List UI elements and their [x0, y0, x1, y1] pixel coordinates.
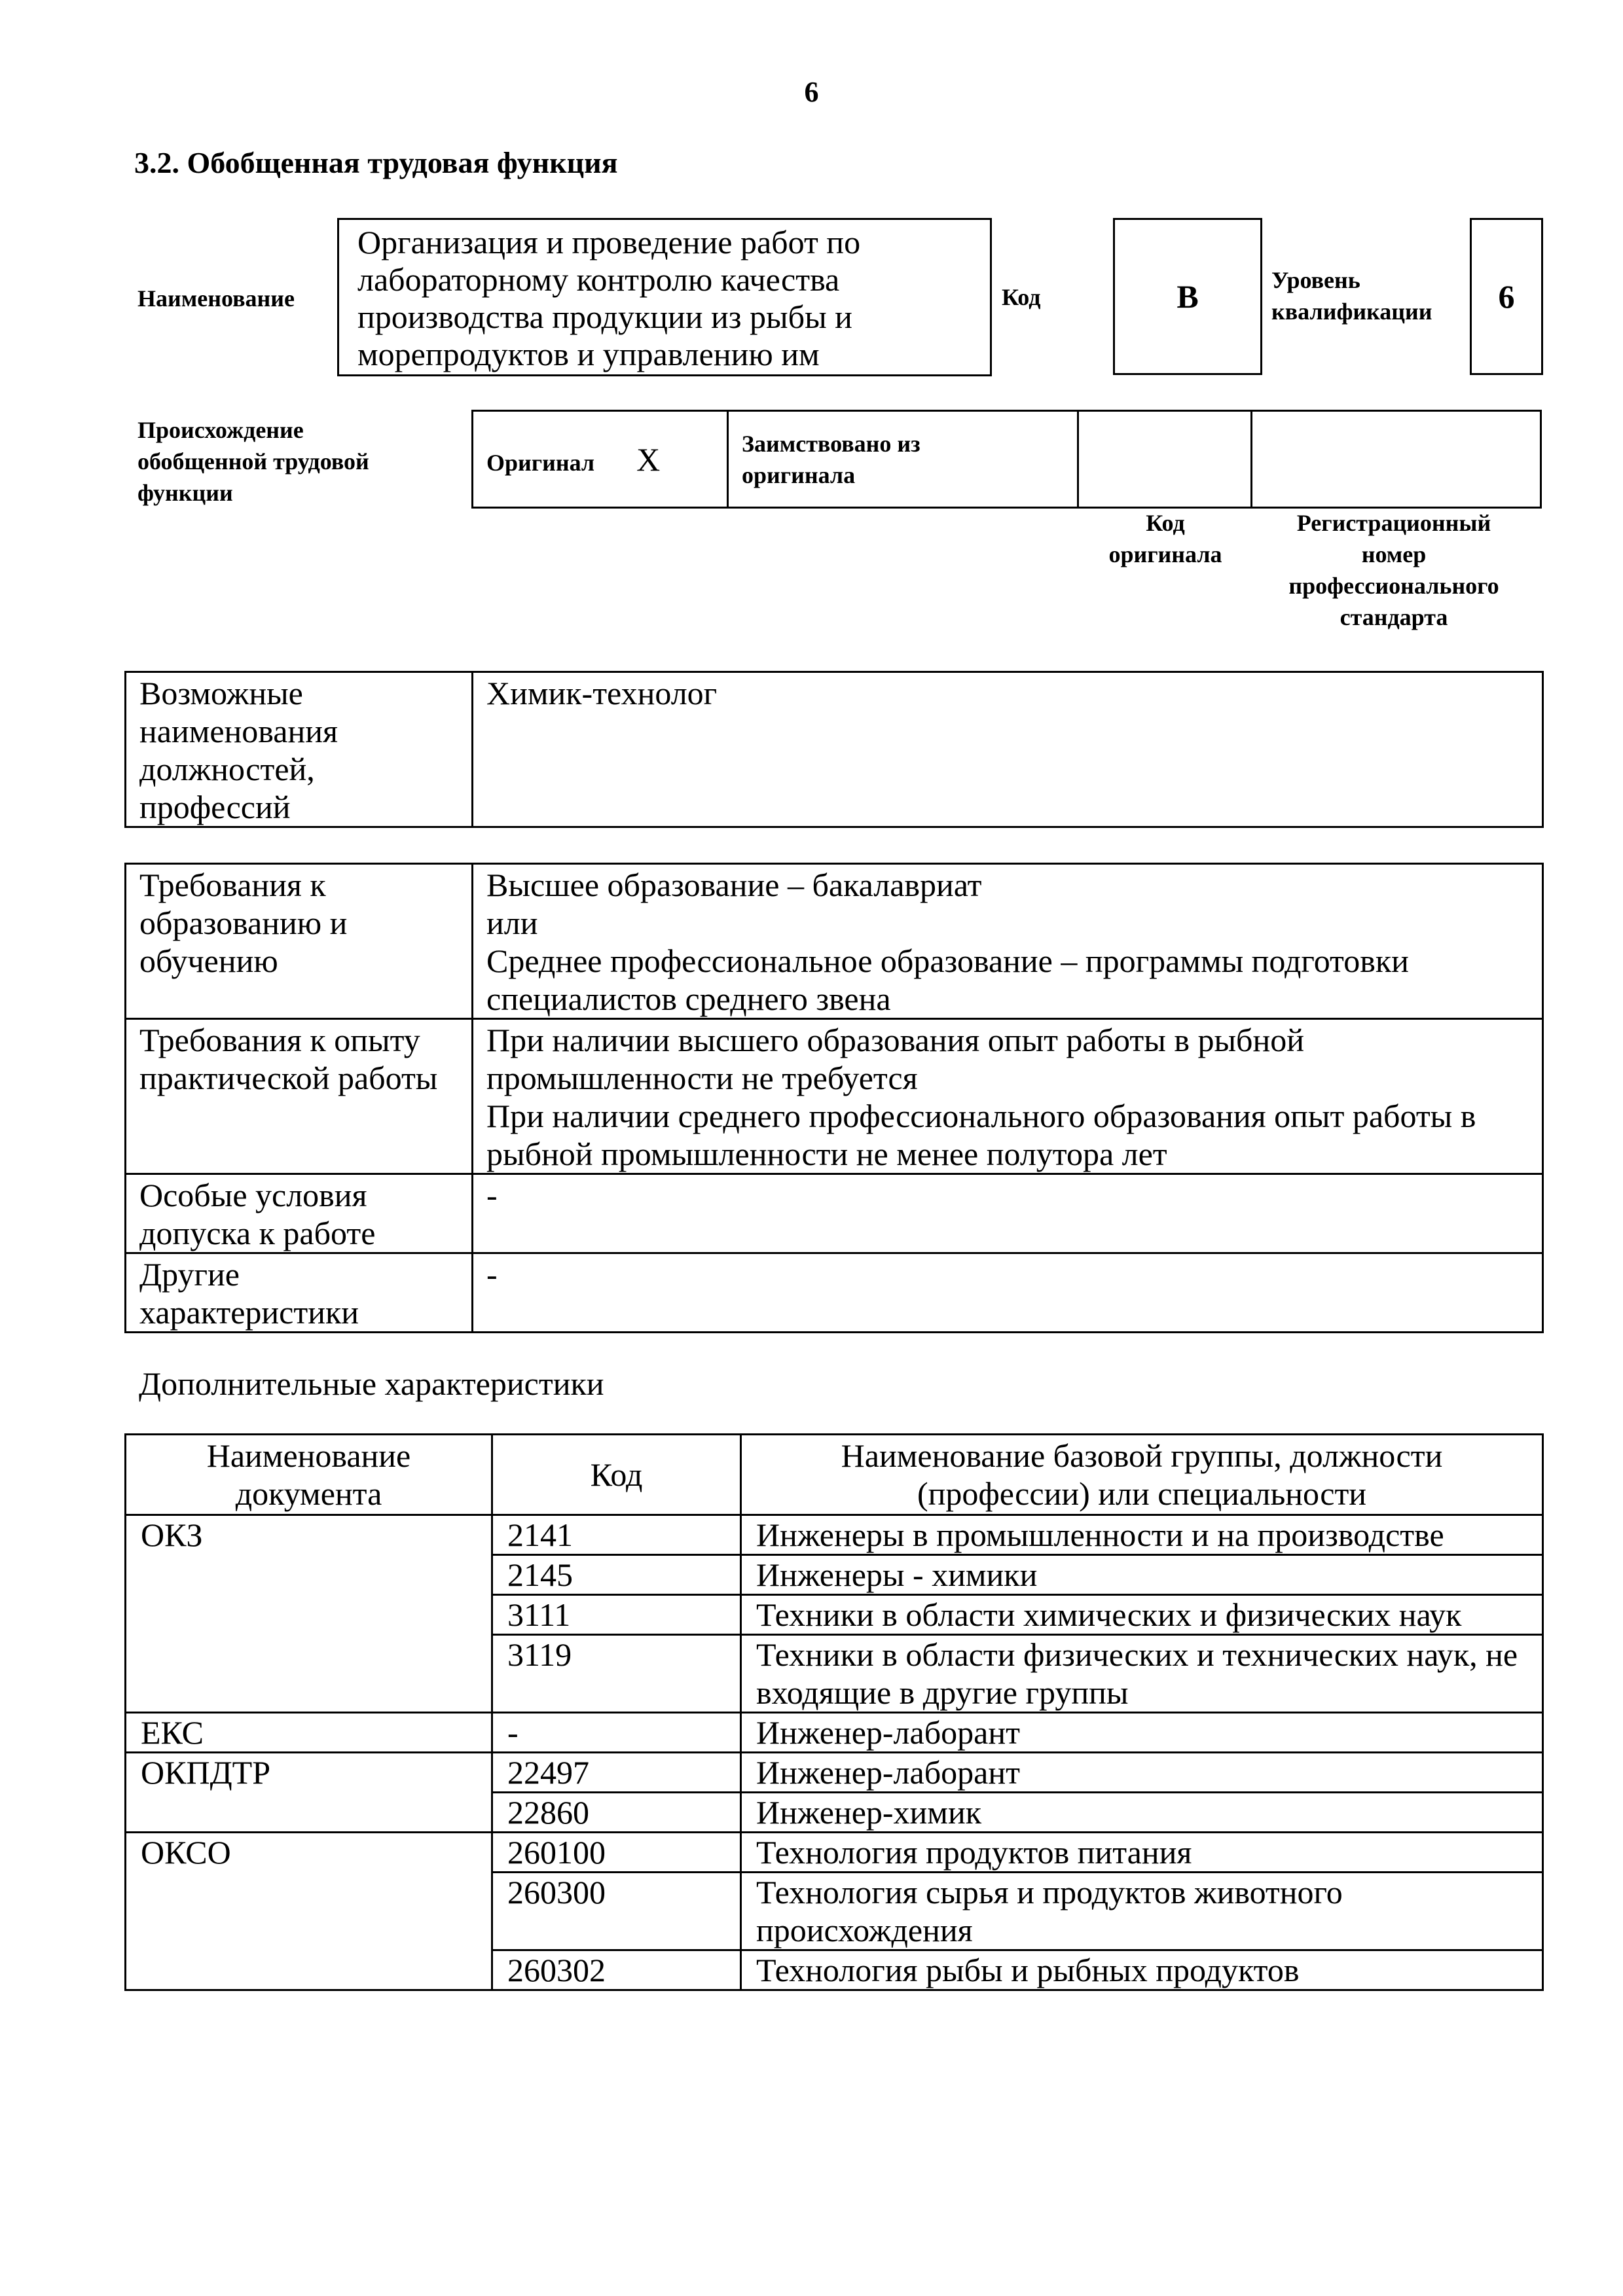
code-cell: 2145 [492, 1555, 741, 1595]
name-cell [741, 1833, 1543, 1873]
table-row [126, 1515, 1543, 1555]
code-value-box [1113, 218, 1262, 375]
requirement-label-line: Требования к опыту [139, 1022, 420, 1058]
function-name-line: производства продукции из рыбы и [357, 298, 852, 335]
header-line: документа [235, 1475, 382, 1512]
code-cell: 260300 [492, 1873, 741, 1950]
requirement-value-line: При наличии среднего профессионального образования опыт работы в [486, 1098, 1476, 1134]
name-label: Наименование [137, 285, 295, 312]
level-label-line: Уровень [1271, 267, 1360, 293]
original-code-cell [1078, 411, 1252, 508]
requirement-label-line: Другие [139, 1256, 240, 1293]
requirement-label [126, 1253, 473, 1333]
code-cell: 260302 [492, 1950, 741, 1990]
page-number: 6 [804, 76, 819, 108]
additional-table [124, 1433, 1544, 1991]
code-cell: 22497 [492, 1753, 741, 1793]
registration-number-cell [1252, 411, 1541, 508]
positions-table [124, 671, 1544, 828]
borrowed-label [742, 428, 1077, 491]
code-cell: 3111 [492, 1595, 741, 1635]
doc-cell: ОКЗ [126, 1515, 492, 1713]
requirement-value [473, 1253, 1543, 1333]
header-line: Наименование базовой группы, должности [841, 1437, 1443, 1474]
requirement-label-line: практической работы [139, 1060, 438, 1096]
requirement-value-line: Среднее профессиональное образование – программы подготовки [486, 942, 1409, 979]
code-cell: - [492, 1713, 741, 1753]
requirements-row [126, 1174, 1543, 1253]
origin-label [137, 414, 369, 509]
col-code-header: Код [492, 1435, 741, 1515]
code-caption [1077, 507, 1254, 570]
requirement-value-line: или [486, 905, 538, 941]
positions-label-line: Возможные [139, 675, 303, 711]
requirement-label-line: допуска к работе [139, 1215, 376, 1251]
requirements-table [124, 863, 1544, 1333]
name-line: Техники в области физических и технических наук, не [756, 1636, 1518, 1673]
borrowed-label-line: Заимствовано из [742, 430, 921, 457]
additional-header-row [126, 1435, 1543, 1515]
positions-label-line: наименования [139, 713, 338, 749]
name-cell [741, 1635, 1543, 1713]
original-cell [473, 411, 728, 508]
original-label: Оригинал [486, 449, 595, 476]
positions-label [126, 672, 473, 827]
code-cell: 3119 [492, 1635, 741, 1713]
name-line: Инженер-лаборант [756, 1714, 1020, 1751]
table-row [126, 1753, 1543, 1793]
requirement-value [473, 1174, 1543, 1253]
origin-label-line: Происхождение [137, 417, 304, 443]
name-cell [741, 1793, 1543, 1833]
name-line: Инженер-химик [756, 1794, 981, 1831]
additional-title: Дополнительные характеристики [139, 1365, 604, 1402]
requirements-row [126, 864, 1543, 1019]
section-title: 3.2. Обобщенная трудовая функция [134, 146, 618, 179]
requirement-value-line: - [486, 1177, 498, 1213]
requirement-label-line: Особые условия [139, 1177, 367, 1213]
requirement-label [126, 1174, 473, 1253]
code-cell: 260100 [492, 1833, 741, 1873]
function-name-box [337, 218, 992, 376]
code-caption-line: Код [1146, 510, 1185, 536]
requirement-value-line: При наличии высшего образования опыт работы в рыбной [486, 1022, 1304, 1058]
col-document-header [126, 1435, 492, 1515]
name-line: Технология рыбы и рыбных продуктов [756, 1952, 1300, 1988]
positions-label-line: должностей, [139, 751, 315, 787]
header-line: (профессии) или специальности [917, 1475, 1367, 1512]
origin-label-line: функции [137, 480, 233, 506]
name-line: происхождения [756, 1912, 973, 1948]
function-name-line: Организация и проведение работ по [357, 224, 861, 260]
requirements-row [126, 1253, 1543, 1333]
requirement-label [126, 1019, 473, 1174]
origin-label-line: обобщенной трудовой [137, 448, 369, 475]
level-label [1271, 264, 1432, 327]
registration-caption-line: номер [1361, 541, 1427, 567]
name-line: Технология сырья и продуктов животного [756, 1874, 1343, 1910]
name-line: Инженеры в промышленности и на производстве [756, 1516, 1444, 1553]
requirement-value [473, 864, 1543, 1019]
requirement-value-line: - [486, 1256, 498, 1293]
registration-caption [1249, 507, 1539, 633]
name-cell [741, 1595, 1543, 1635]
header-line: Наименование [206, 1437, 411, 1474]
code-value: B [1176, 278, 1199, 315]
origin-table [471, 410, 1542, 509]
level-label-line: квалификации [1271, 298, 1432, 325]
borrowed-label-line: оригинала [742, 461, 856, 488]
requirement-value [473, 1019, 1543, 1174]
requirement-label-line: обучению [139, 942, 278, 979]
name-cell [741, 1713, 1543, 1753]
borrowed-cell [728, 411, 1078, 508]
name-line: Инженеры - химики [756, 1556, 1038, 1593]
positions-value: Химик-технолог [473, 672, 1543, 827]
code-cell: 2141 [492, 1515, 741, 1555]
table-row [126, 1713, 1543, 1753]
code-cell: 22860 [492, 1793, 741, 1833]
name-line: Инженер-лаборант [756, 1754, 1020, 1791]
requirement-value-line: рыбной промышленности не менее полутора лет [486, 1136, 1167, 1172]
function-name-line: морепродуктов и управлению им [357, 336, 820, 372]
function-name-line: лабораторному контролю качества [357, 261, 840, 298]
doc-cell: ОКПДТР [126, 1753, 492, 1833]
registration-caption-line: стандарта [1340, 604, 1448, 630]
doc-cell: ЕКС [126, 1713, 492, 1753]
name-line: входящие в другие группы [756, 1674, 1129, 1711]
doc-cell: ОКСО [126, 1833, 492, 1990]
name-cell [741, 1515, 1543, 1555]
name-cell [741, 1753, 1543, 1793]
name-cell [741, 1950, 1543, 1990]
requirement-value-line: промышленности не требуется [486, 1060, 918, 1096]
requirement-label-line: характеристики [139, 1294, 359, 1331]
requirement-label-line: Требования к [139, 867, 326, 903]
requirements-row [126, 1019, 1543, 1174]
registration-caption-line: Регистрационный [1296, 510, 1491, 536]
name-cell [741, 1555, 1543, 1595]
requirement-value-line: специалистов среднего звена [486, 980, 891, 1017]
name-line: Технология продуктов питания [756, 1834, 1192, 1871]
level-value: 6 [1498, 278, 1515, 315]
original-mark: X [636, 440, 661, 478]
requirement-value-line: Высшее образование – бакалавриат [486, 867, 982, 903]
positions-label-line: профессий [139, 789, 291, 825]
name-cell [741, 1873, 1543, 1950]
table-row [126, 1833, 1543, 1873]
name-line: Техники в области химических и физических наук [756, 1596, 1462, 1633]
code-label: Код [1002, 284, 1041, 310]
requirement-label [126, 864, 473, 1019]
level-value-box [1470, 218, 1543, 375]
requirement-label-line: образованию и [139, 905, 348, 941]
col-name-header [741, 1435, 1543, 1515]
registration-caption-line: профессионального [1288, 573, 1499, 599]
code-caption-line: оригинала [1108, 541, 1222, 567]
